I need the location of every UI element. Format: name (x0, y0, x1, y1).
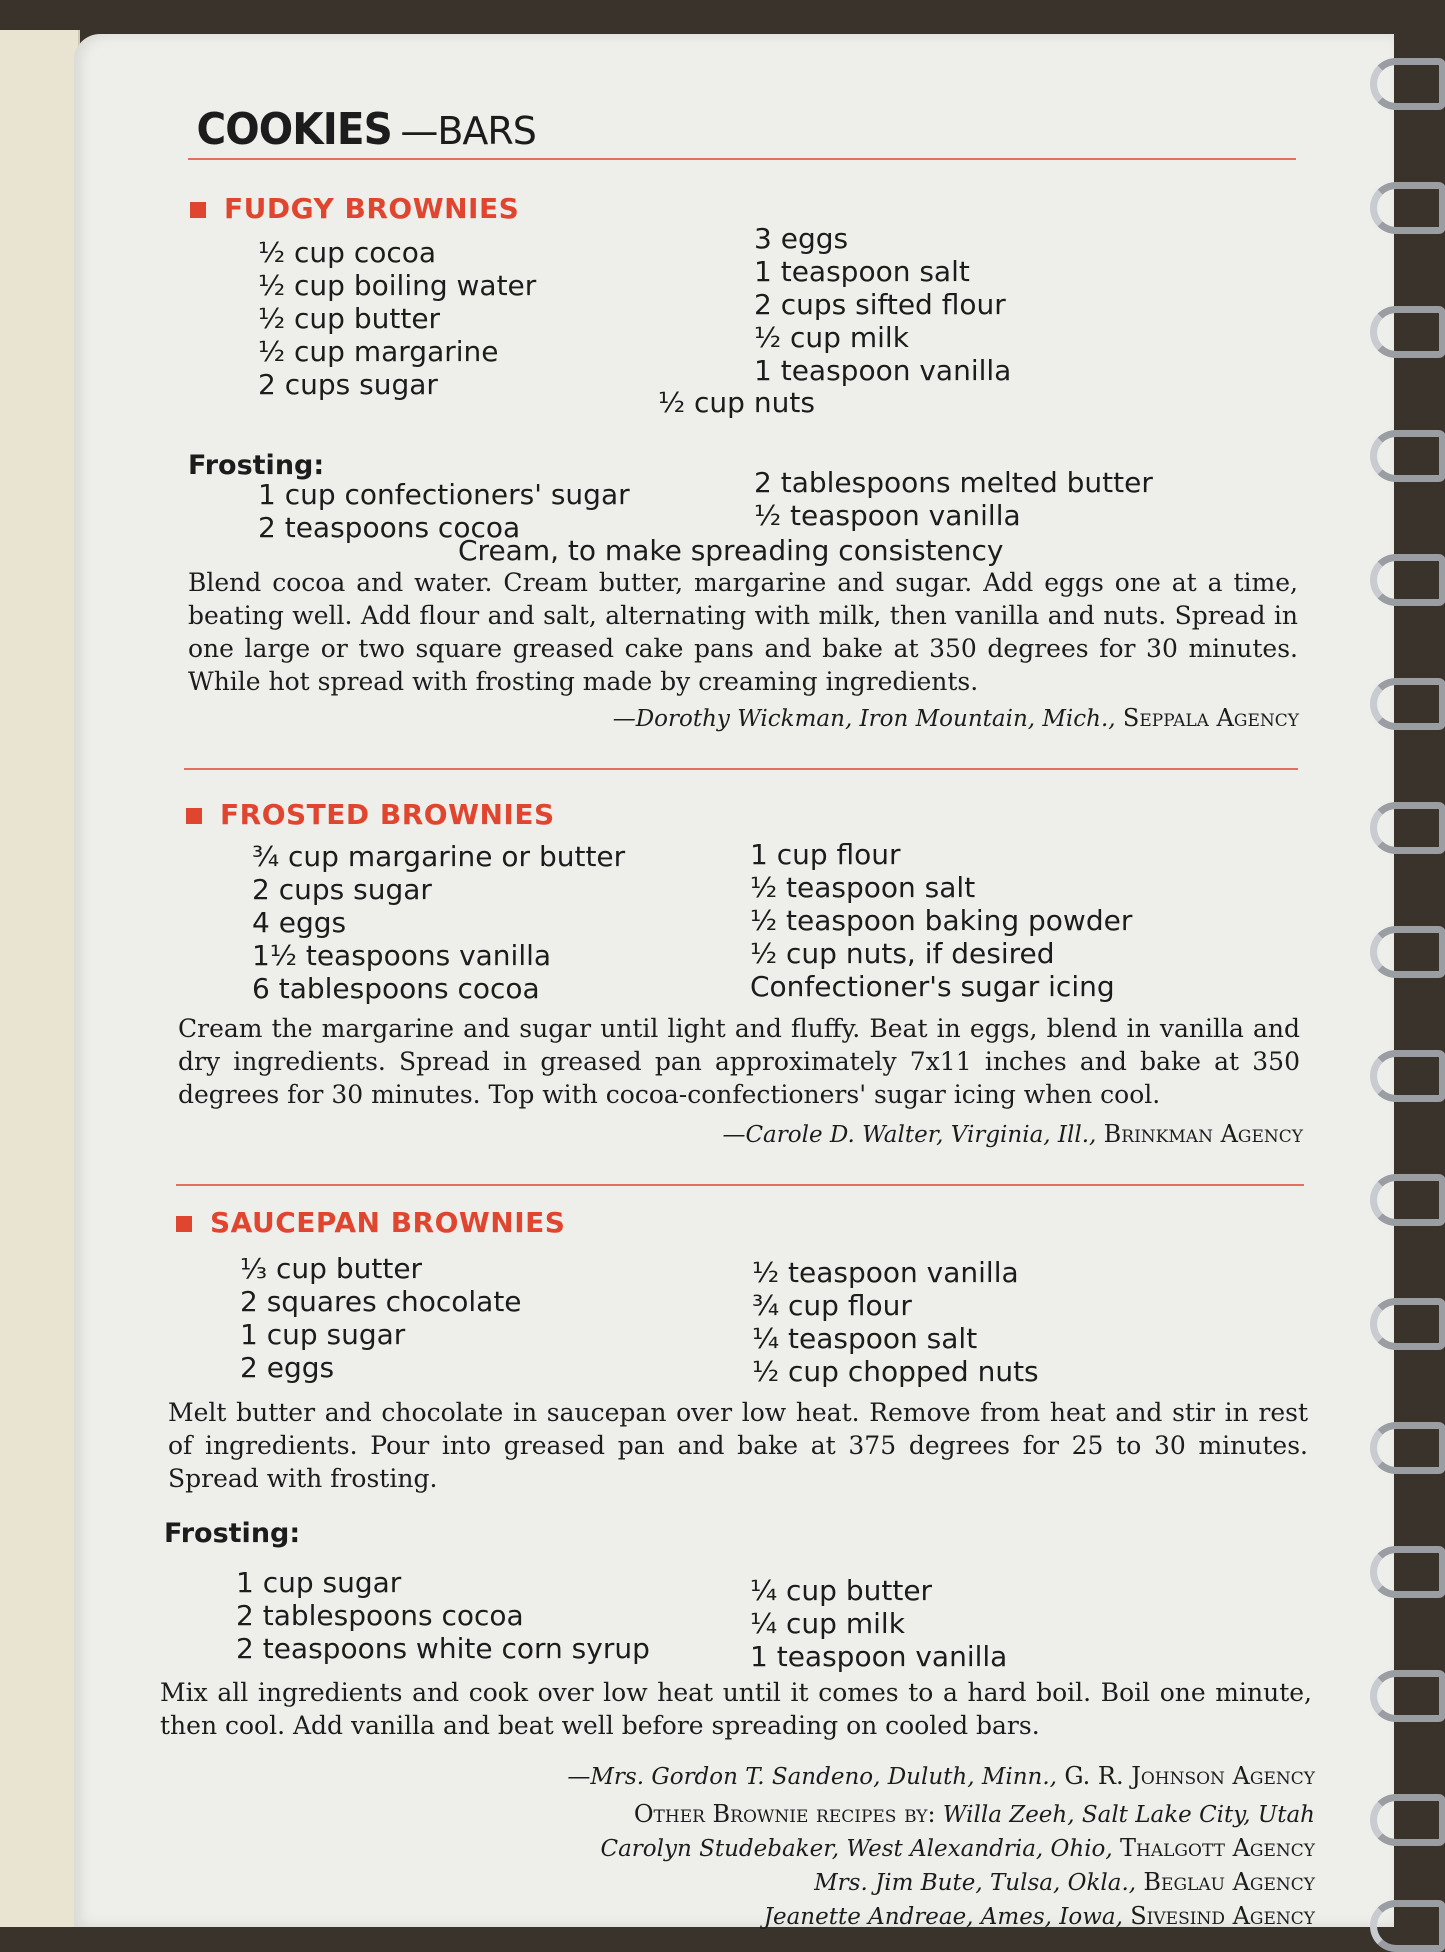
frosting-label: Frosting: (188, 450, 325, 481)
directions: Blend cocoa and water. Cream butter, margarine and sugar. Add eggs one at a time, beating well. Add flour and salt, alternating with milk, then vanilla and nuts. Spread in one large or two square greased cake pans and bake at 350 degrees for 30 minutes. While hot spread with frosting made by creaming ingredients. (188, 568, 1298, 696)
frosting-directions: Mix all ingredients and cook over low heat until it comes to a hard boil. Boil one minute, then cool. Add vanilla and beat well before spreading on cooled bars. (160, 1678, 1312, 1740)
credit-line: —Mrs. Gordon T. Sandeno, Duluth, Minn., G. R. Johnson Agency (567, 1762, 1315, 1790)
credit-line: —Carole D. Walter, Virginia, Ill., Brinkman Agency (722, 1120, 1303, 1148)
header-rule (188, 158, 1296, 160)
ingredients-right: 3 eggs 1 teaspoon salt 2 cups sifted flour ½ cup milk 1 teaspoon vanilla (754, 222, 1012, 387)
frosting-left: 1 cup sugar 2 tablespoons cocoa 2 teaspoons white corn syrup (236, 1566, 650, 1665)
ingredients-right: ½ teaspoon vanilla ¾ cup flour ¼ teaspoon salt ½ cup chopped nuts (752, 1256, 1039, 1388)
bullet-square-icon (176, 1216, 192, 1232)
ingredient-center: ½ cup nuts (658, 386, 815, 419)
recipe-title-fudgy-brownies: FUDGY BROWNIES (190, 192, 519, 225)
ingredients-left: ¾ cup margarine or butter 2 cups sugar 4 eggs 1½ teaspoons vanilla 6 tablespoons cocoa (252, 840, 626, 1005)
frosting-label: Frosting: (164, 1518, 301, 1549)
other-recipes: Other Brownie recipes by: Willa Zeeh, Salt Lake City, Utah Carolyn Studebaker, West Alexandria, Ohio, Thalgott Agency Mrs. Jim Bute, Tulsa, Okla., Beglau Agency Jeanette Andreae, Ames, Iowa, Sivesind Agency (600, 1800, 1315, 1930)
bullet-square-icon (190, 202, 206, 218)
recipe-title-saucepan-brownies: SAUCEPAN BROWNIES (176, 1206, 565, 1239)
page-title: COOKIES —BARS (196, 104, 536, 155)
directions: Cream the margarine and sugar until light and fluffy. Beat in eggs, blend in vanilla and dry ingredients. Spread in greased pan approximately 7x11 inches and bake at 350 degrees for 30 minutes. Top with cocoa-confectioners' sugar icing when cool. (178, 1014, 1300, 1109)
section-rule (184, 768, 1298, 770)
frosting-center: Cream, to make spreading consistency (458, 534, 1004, 567)
frosting-left: 1 cup confectioners' sugar 2 teaspoons cocoa (258, 478, 630, 544)
frosting-right: ¼ cup butter ¼ cup milk 1 teaspoon vanilla (750, 1574, 1008, 1673)
bullet-square-icon (186, 808, 202, 824)
directions: Melt butter and chocolate in saucepan over low heat. Remove from heat and stir in rest of ingredients. Pour into greased pan and bake at 375 degrees for 25 to 30 minutes. Spread with frosting. (168, 1398, 1308, 1493)
frosting-right: 2 tablespoons melted butter ½ teaspoon vanilla (754, 466, 1153, 532)
recipe-title-frosted-brownies: FROSTED BROWNIES (186, 798, 555, 831)
section-rule (176, 1184, 1304, 1186)
credit-line: —Dorothy Wickman, Iron Mountain, Mich., Seppala Agency (612, 704, 1299, 732)
ingredients-left: ½ cup cocoa ½ cup boiling water ½ cup butter ½ cup margarine 2 cups sugar (258, 236, 537, 401)
ingredients-right: 1 cup flour ½ teaspoon salt ½ teaspoon baking powder ½ cup nuts, if desired Confectioner's sugar icing (750, 838, 1133, 1003)
ingredients-left: ⅓ cup butter 2 squares chocolate 1 cup sugar 2 eggs (240, 1252, 522, 1384)
